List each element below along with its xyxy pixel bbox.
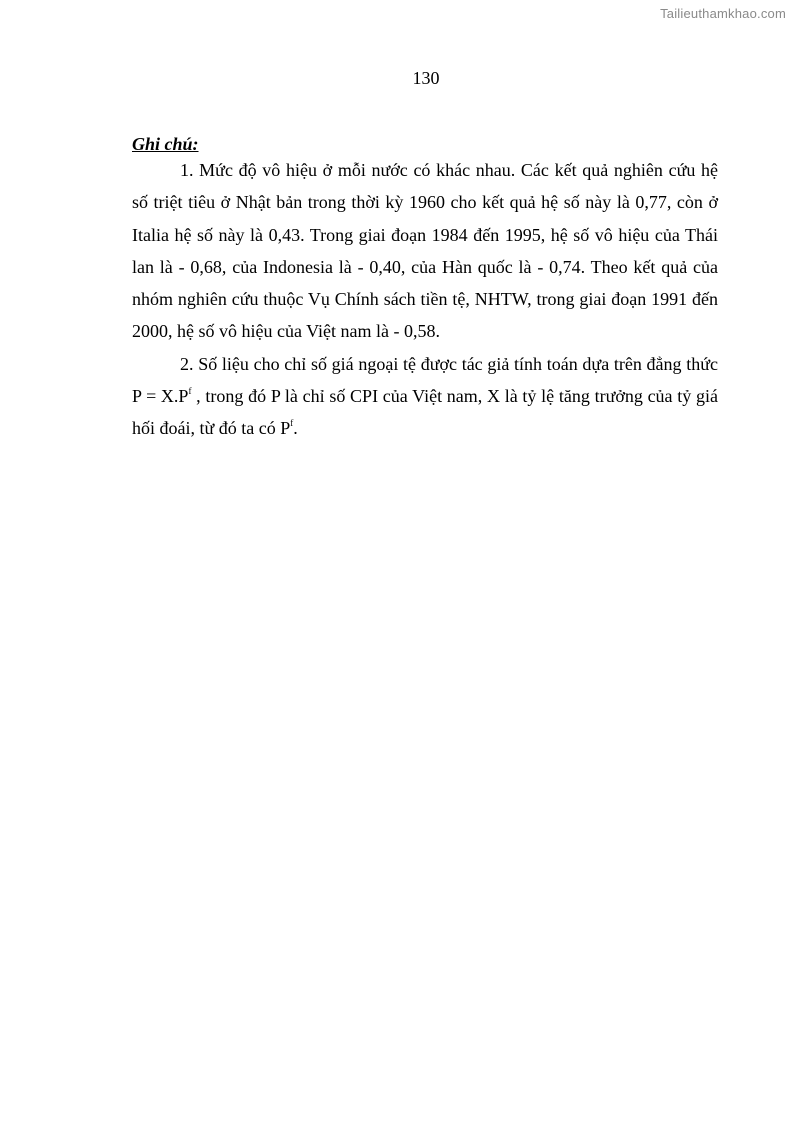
notes-section — [132, 134, 718, 445]
note-1-paragraph: 1. Mức độ vô hiệu ở mỗi nước có khác nhau. Các kết quả nghiên cứu hệ số triệt tiêu ở Nhật bản trong thời kỳ 1960 cho kết quả hệ số này là 0,77, còn ở Italia hệ số này là 0,43. Trong giai đoạn 1984 đến 1995, hệ số vô hiệu của Thái lan là - 0,68, của Indonesia là - 0,40, của Hàn quốc là - 0,74. Theo kết quả của nhóm nghiên cứu thuộc Vụ Chính sách tiền tệ, NHTW, trong giai đoạn 1991 đến 2000, hệ số vô hiệu của Việt nam là - 0,58. — [132, 160, 718, 342]
notes-heading: Ghi chú: — [132, 134, 199, 154]
superscript-f: f — [290, 418, 294, 429]
watermark: Tailieuthamkhao.com — [660, 6, 786, 21]
page-number: 130 — [412, 68, 440, 88]
note-2-text-part3: . — [293, 418, 298, 439]
note-2-text-part1: 2. Số liệu cho chỉ số giá ngoại tệ được tác giả tính toán dựa trên đẳng thức P = X.P — [132, 353, 718, 407]
note-2-text-part2: , trong đó P là chỉ số CPI của Việt nam, X là tỷ lệ tăng trưởng của tỷ giá hối đoái, từ đó ta có P — [132, 386, 718, 439]
superscript-f: f — [188, 386, 192, 397]
note-2-paragraph — [132, 348, 718, 445]
